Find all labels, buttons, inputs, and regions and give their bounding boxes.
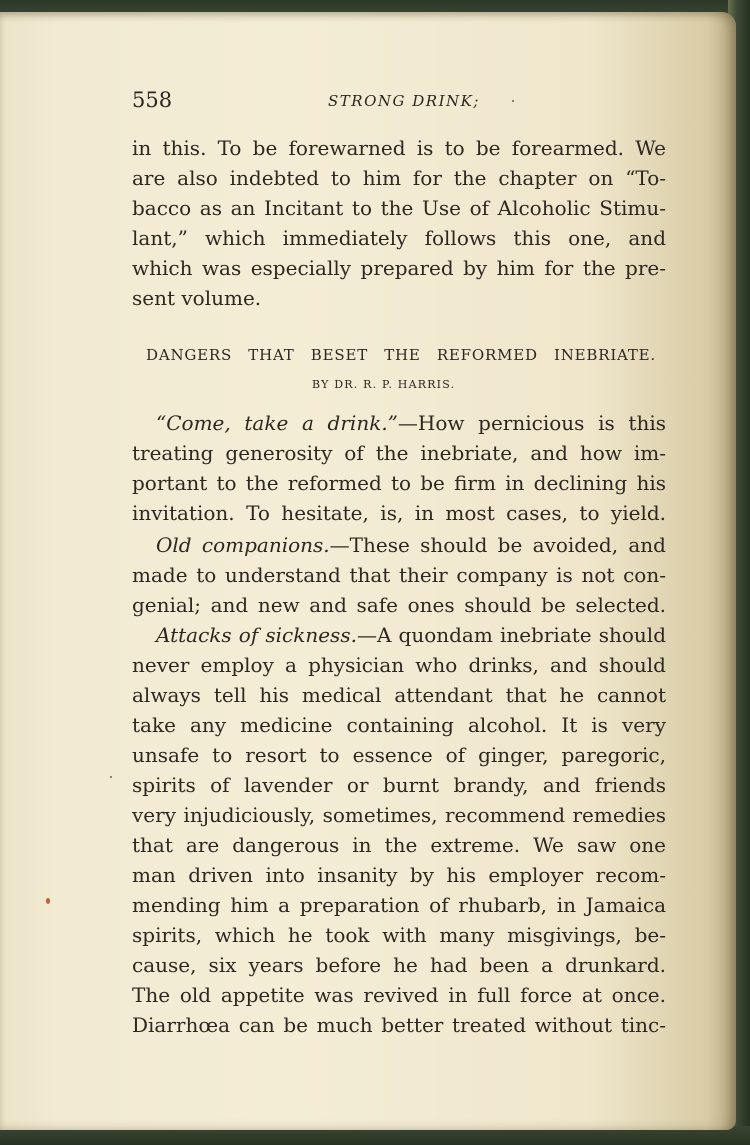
paragraph-lead-rest: —A quondam inebriate should <box>356 623 666 647</box>
text-line: always tell his medical attendant that he cannot <box>132 683 666 707</box>
page-header <box>132 86 522 120</box>
section-title: DANGERS THAT BESET THE REFORMED INEBRIATE. <box>146 346 656 364</box>
text-line: The old appetite was revived in full force at once. <box>132 983 666 1007</box>
text-line: bacco as an Incitant to the Use of Alcoholic Stimu- <box>132 196 666 220</box>
text-line: portant to the reformed to be firm in declining his <box>132 471 666 495</box>
paragraph-lead-rest: —How pernicious is this <box>397 411 666 435</box>
paragraph-first-line <box>132 530 666 560</box>
text-line: spirits of lavender or burnt brandy, and friends <box>132 773 666 797</box>
text-line: never employ a physician who drinks, and should <box>132 653 666 677</box>
paragraph-lead: “Come, take a drink.” <box>156 411 398 435</box>
section-byline: BY DR. R. P. HARRIS. <box>312 378 456 391</box>
text-line: mending him a preparation of rhubarb, in Jamaica <box>132 893 666 917</box>
page-number: 558 <box>132 88 173 112</box>
paragraph-lead: Old companions. <box>156 533 330 557</box>
paragraph-first-line <box>132 408 666 438</box>
text-line: that are dangerous in the extreme. We saw one <box>132 833 666 857</box>
text-line: are also indebted to him for the chapter on “To- <box>132 166 666 190</box>
text-line: invitation. To hesitate, is, in most cases, to yield. <box>132 501 666 525</box>
text-line: man driven into insanity by his employer recom- <box>132 863 666 887</box>
text-line: take any medicine containing alcohol. It is very <box>132 713 666 737</box>
text-line: cause, six years before he had been a drunkard. <box>132 953 666 977</box>
paper-speck <box>512 100 514 102</box>
text-line: spirits, which he took with many misgivings, be- <box>132 923 666 947</box>
text-line: very injudiciously, sometimes, recommend remedies <box>132 803 666 827</box>
text-line: in this. To be forewarned is to be forearmed. We <box>132 136 666 160</box>
text-line: genial; and new and safe ones should be selected. <box>132 593 666 617</box>
paragraph-lead-rest: —These should be avoided, and <box>329 533 666 557</box>
text-line: lant,” which immediately follows this one, and <box>132 226 666 250</box>
paragraph-lead: Attacks of sickness. <box>156 623 357 647</box>
text-line: unsafe to resort to essence of ginger, paregoric, <box>132 743 666 767</box>
text-line: made to understand that their company is not con- <box>132 563 666 587</box>
text-line: Diarrhœa can be much better treated without tinc- <box>132 1013 666 1037</box>
paper-speck <box>110 776 112 778</box>
paragraph-first-line <box>132 620 666 650</box>
paper-speck <box>46 898 50 904</box>
running-title: STRONG DRINK; <box>328 92 480 110</box>
text-line: sent volume. <box>132 286 262 310</box>
text-line: treating generosity of the inebriate, and how im- <box>132 441 666 465</box>
text-line: which was especially prepared by him for the pre- <box>132 256 666 280</box>
